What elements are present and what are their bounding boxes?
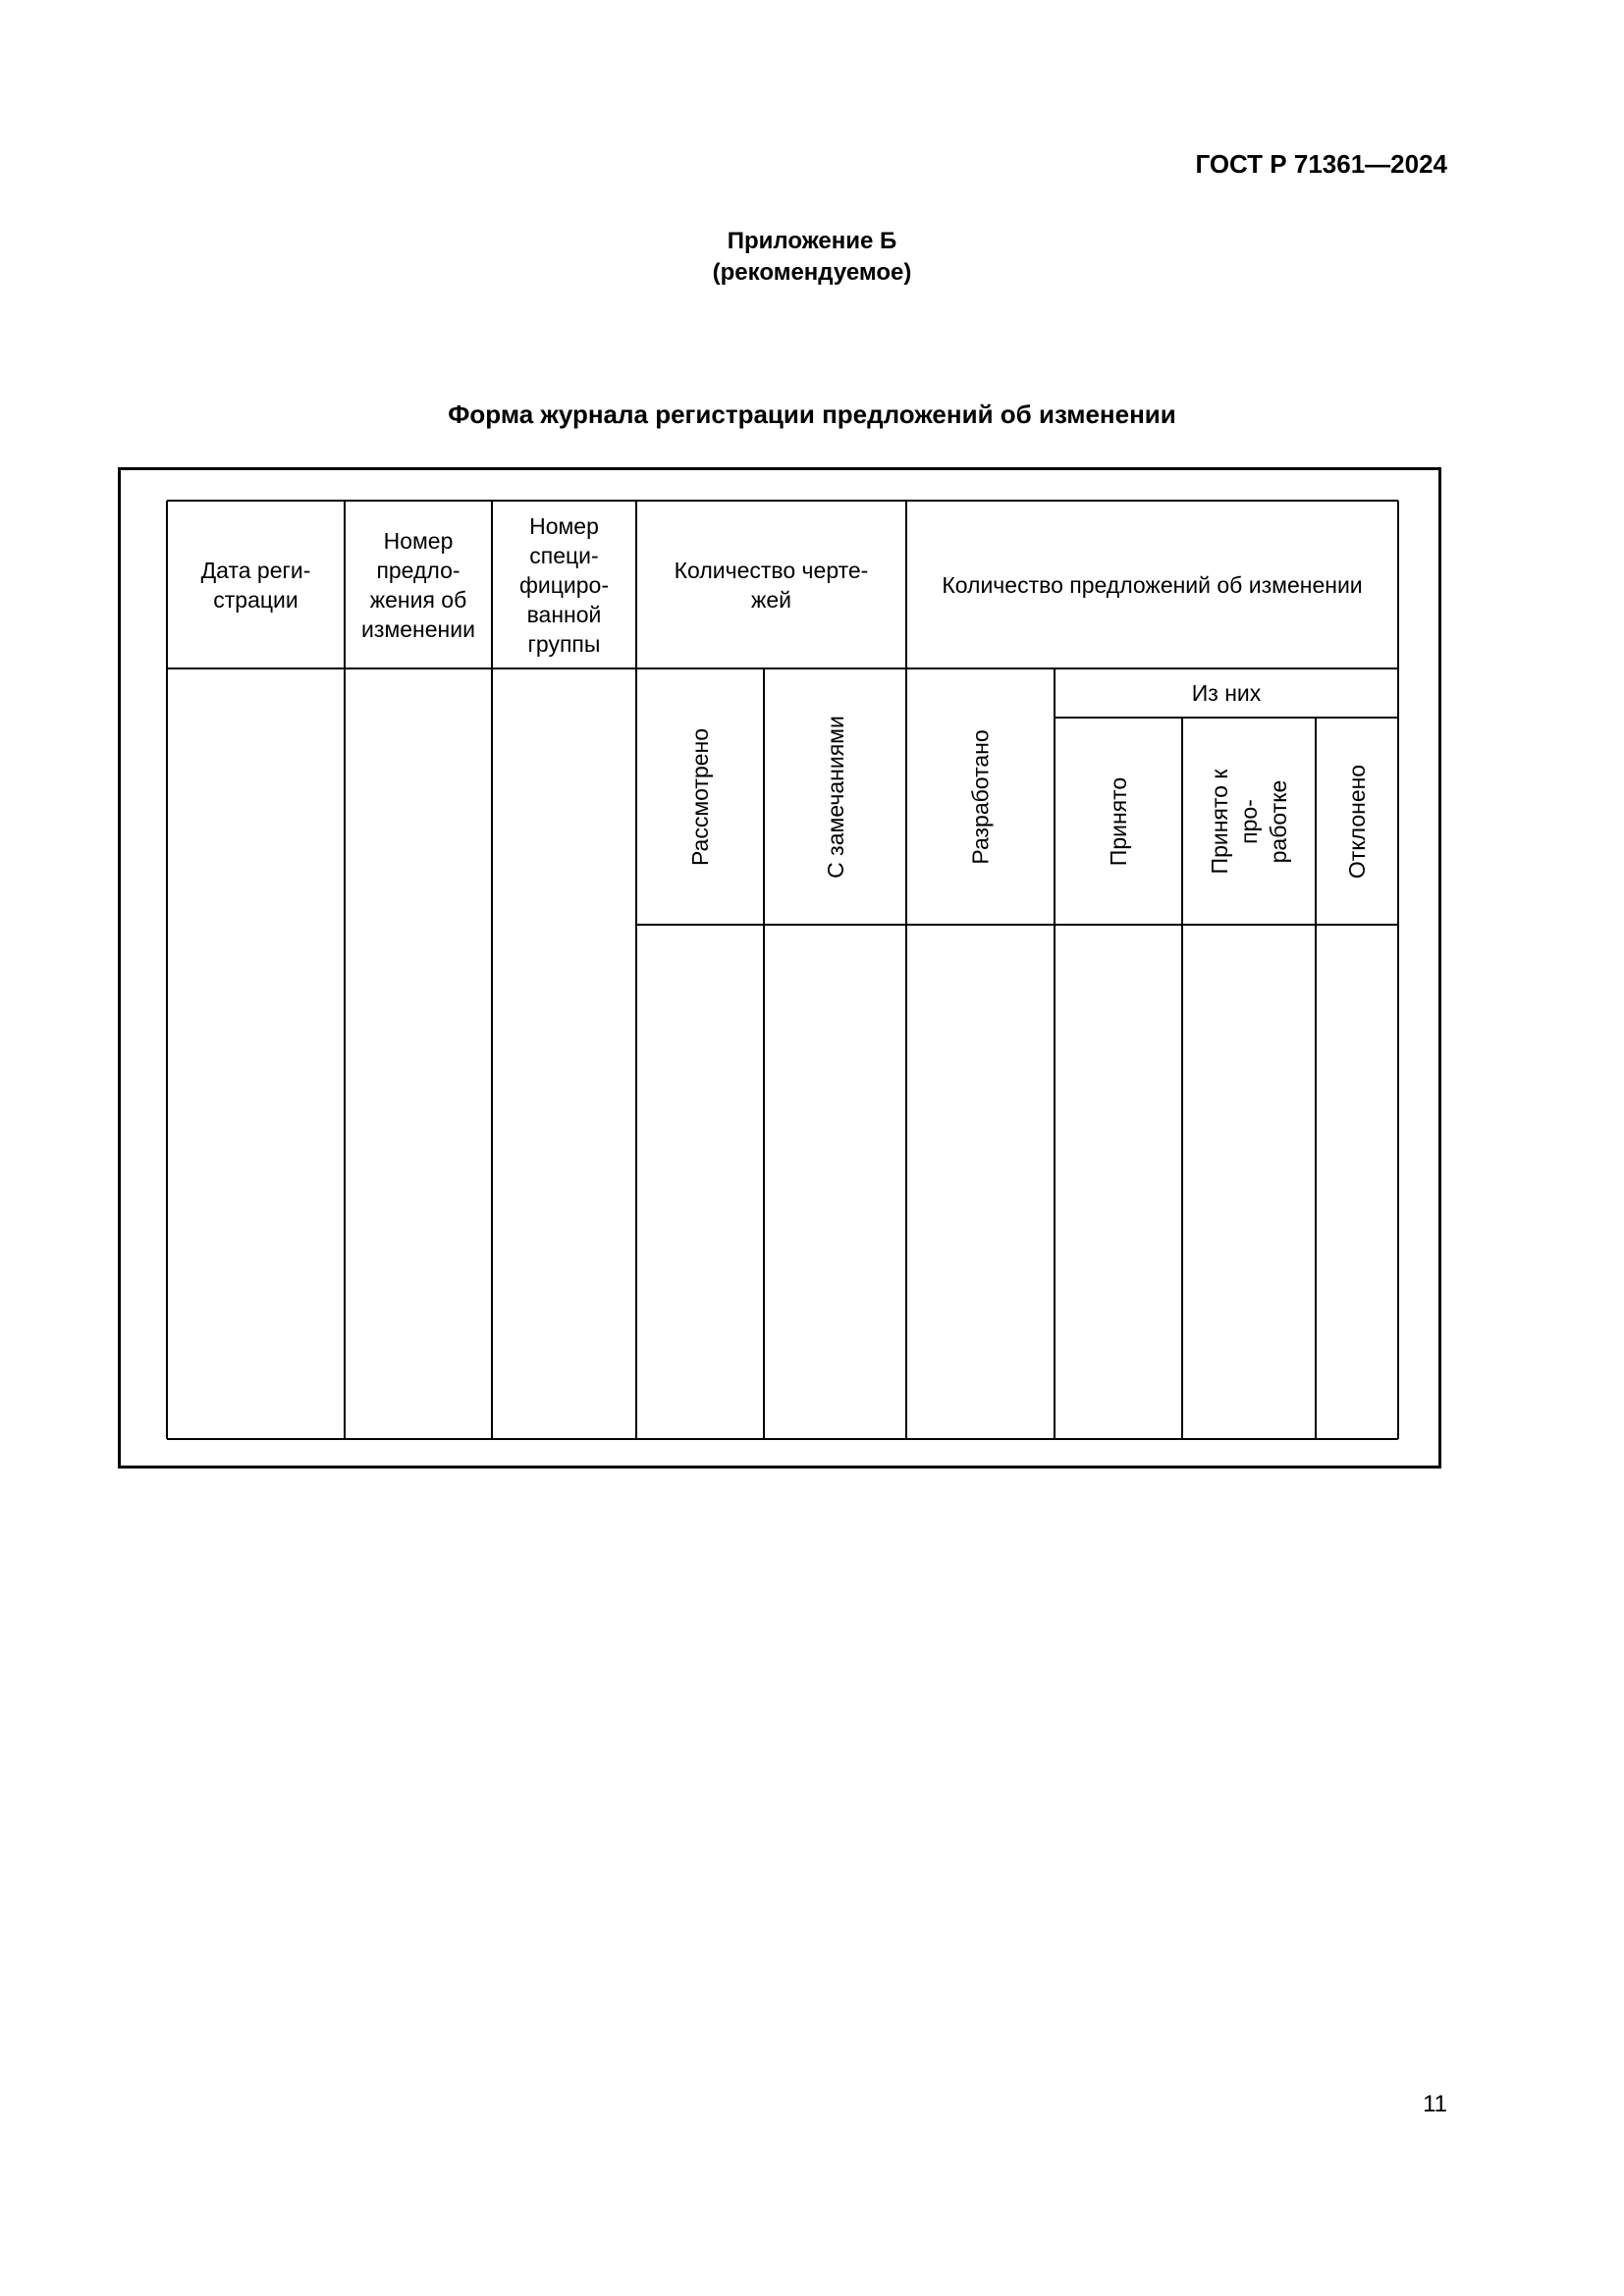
subheader-accepted-for-work-label: Принято к про- работке xyxy=(1207,769,1291,874)
subheader-with-remarks-label: С замечаниями xyxy=(822,715,848,879)
form-title: Форма журнала регистрации предложений об изменении xyxy=(448,400,1176,429)
appendix-title: Приложение Б xyxy=(727,228,897,254)
subheader-developed xyxy=(908,670,1053,923)
standard-number: ГОСТ Р 71361—2024 xyxy=(1195,149,1447,179)
subheader-accepted xyxy=(1056,720,1180,923)
header-group-number: Номер специ- фициро- ванной группы xyxy=(518,512,610,657)
header-proposals-count: Количество предложений об изменении xyxy=(942,571,1363,598)
subheader-with-remarks xyxy=(766,670,904,923)
subheader-rejected-label: Отклонено xyxy=(1344,764,1371,879)
subheader-accepted-label: Принято xyxy=(1106,776,1131,866)
header-drawings-count: Количество черте- жей xyxy=(674,557,869,613)
subheader-developed-label: Разработано xyxy=(967,728,994,865)
subheader-reviewed xyxy=(638,670,762,923)
subheader-accepted-for-work xyxy=(1184,720,1314,923)
page-number: 11 xyxy=(1423,2091,1447,2117)
header-proposal-number: Номер предло- жения об изменении xyxy=(361,527,475,642)
appendix-subtitle: (рекомендуемое) xyxy=(712,259,912,286)
header-registration-date: Дата реги- страции xyxy=(200,557,311,613)
subheader-rejected xyxy=(1318,720,1396,923)
header-of-them: Из них xyxy=(1191,680,1262,706)
subheader-reviewed-label: Рассмотрено xyxy=(687,727,714,866)
